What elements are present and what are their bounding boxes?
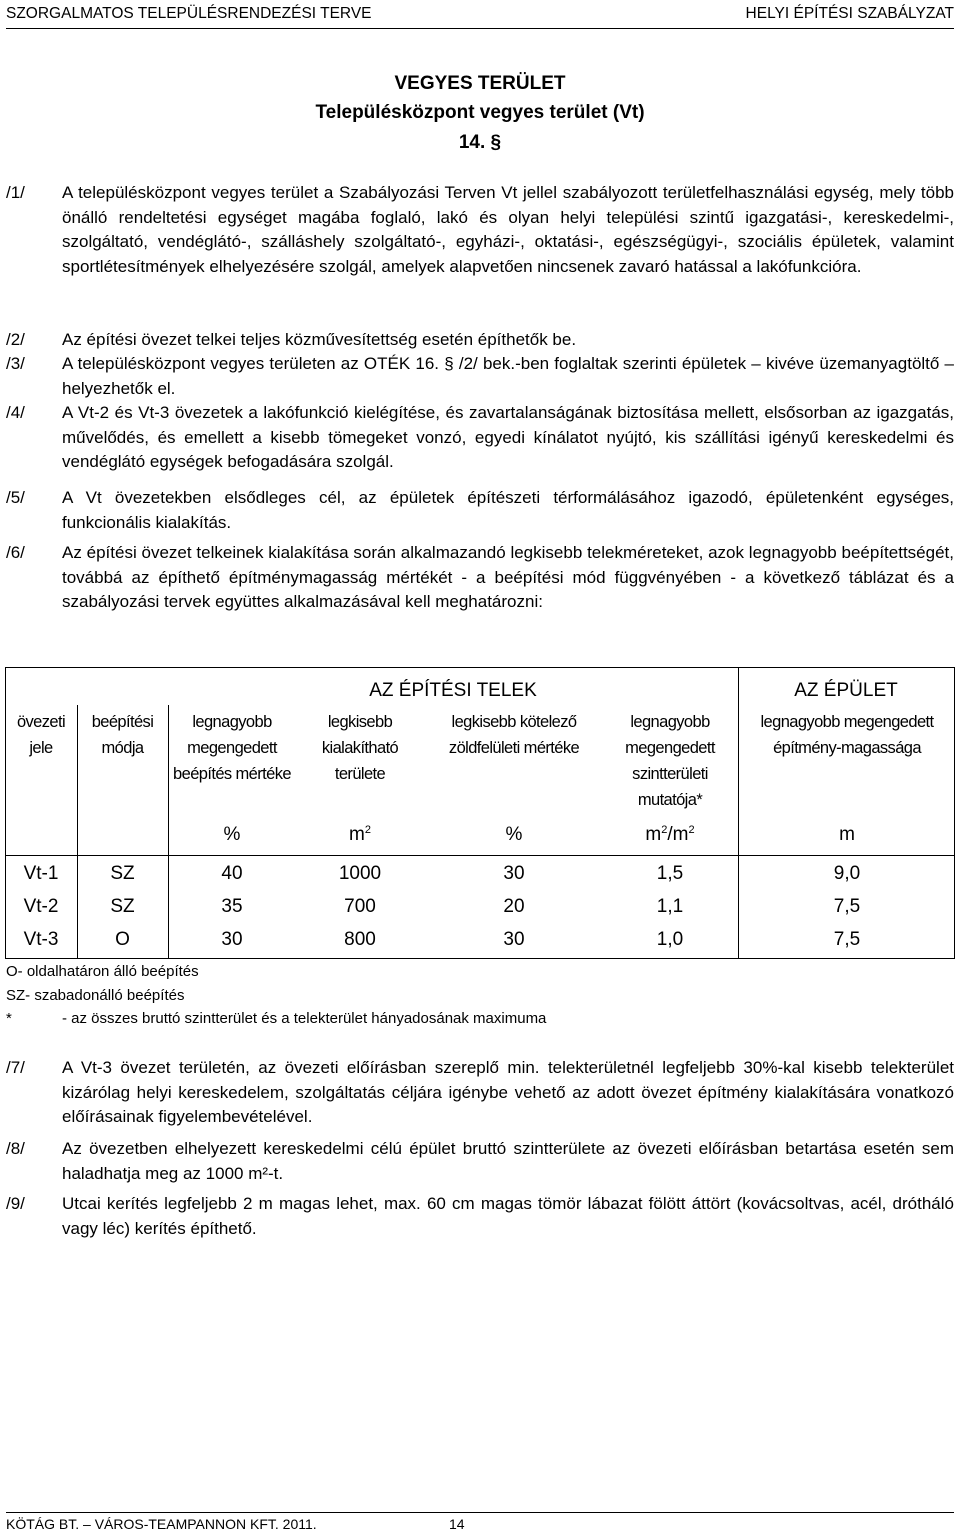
unit-square-meter [296,823,424,847]
cell-mode: O [115,929,130,950]
paragraph-number: /6/ [6,543,25,562]
cell-zone: Vt-2 [23,896,59,917]
paragraph-number: /7/ [6,1058,25,1077]
unit-meter: m [839,824,855,845]
paragraph-number: /2/ [6,330,25,349]
cell-green-area: 30 [503,929,525,950]
paragraph-text: A Vt-2 és Vt-3 övezetek a lakófunkció kielégítése, és zavartalanságának biztosítása mellett, elsősorban az igazgatás, művelődés, és emellett a kisebb tömegeket vonzó, egyedi kínálatot nyújtó, kis szállítási igényű kereskedelmi és vendéglátó egységek befogadására szolgál. [62,403,954,471]
note-star-text: - az összes bruttó szintterület és a telekterület hányadosának maximuma [62,1010,547,1027]
cell-green-area: 20 [503,896,525,917]
unit-percent: % [505,824,523,845]
note-sz: SZ- szabadonálló beépítés [6,987,185,1004]
paragraph-text: Az övezetben elhelyezett kereskedelmi célú épület bruttó szintterülete az övezeti előírásban betartása esetén sem haladhatja meg az 1000 m²-t. [62,1139,954,1183]
header-left: SZORGALMATOS TELEPÜLÉSRENDEZÉSI TERVE [6,5,372,22]
unit-sup: 2 [688,824,695,836]
header-right: HELYI ÉPÍTÉSI SZABÁLYZAT [745,5,954,22]
cell-coverage: 40 [221,863,243,884]
section-subtitle: Településközpont vegyes terület (Vt) [315,102,645,123]
note-star [6,1007,906,1031]
paragraph-number: /5/ [6,488,25,507]
col-header-height: legnagyobb megengedett építmény-magassága [760,713,934,757]
table-border-top [5,667,955,668]
page-number: 14 [449,1516,465,1532]
table-col-line [168,818,169,819]
cell-height: 7,5 [833,896,861,917]
paragraph-text: Az építési övezet telkei teljes közművesítettség esetén építhetők be. [62,330,577,349]
footer-rule [6,1512,954,1513]
unit-percent: % [223,824,241,845]
group-heading-epulet: AZ ÉPÜLET [794,680,898,701]
footer-left: KÖTÁG BT. – VÁROS-TEAMPANNON KFT. 2011. [6,1516,317,1532]
paragraph-text: A Vt övezetekben elsődleges cél, az épületek építészeti térformálásához igazodó, épületenként egységes, funkcionális kialakítás. [62,488,954,532]
paragraph-number: /1/ [6,183,25,202]
unit-text: m [349,824,365,845]
unit-ratio [602,823,738,847]
paragraph-text: A településközpont vegyes terület a Szabályozási Terven Vt jellel szabályozott területfelhasználási egység, mely több önálló rendeltetési egységet magába foglaló, lakó és olyan helyi települési szintű igazgatási-, kereskedelmi-, szolgáltató, vendéglátó-, szálláshely szolgáltató-, egyházi-, oktatási-, egészségügyi-, szociális épületek, valamint sportlétesítmények elhelyezésére szolgál, amelyek alapvetően nincsenek zavaró hatással a lakófunkcióra. [62,183,954,276]
cell-coverage: 35 [221,896,243,917]
col-header-floor-ratio: legnagyobb megengedett szintterületi mutatója* [625,713,715,809]
col-header-green-area: legkisebb kötelező zöldfelületi mértéke [448,713,580,757]
cell-min-area: 800 [344,929,376,950]
group-heading-telek: AZ ÉPÍTÉSI TELEK [369,680,537,701]
note-o: O- oldalhatáron álló beépítés [6,963,199,980]
section-title: VEGYES TERÜLET [394,73,566,94]
note-star-mark: * [6,1010,12,1027]
cell-min-area: 1000 [338,863,382,884]
paragraph-text: A Vt-3 övezet területén, az övezeti előírásban szereplő min. telekterületnél legfeljebb 30%-kal kisebb telekterület kizárólag helyi kereskedelem, szolgáltatás céljára igénybe vehető az adott övezet építmény kialakítására vonatkozó előírásainak figyelembevételével. [62,1058,954,1126]
header-rule [6,28,954,29]
unit-text: m [645,824,662,845]
cell-min-area: 700 [344,896,376,917]
paragraph-number: /3/ [6,354,25,373]
cell-floor-ratio: 1,1 [656,896,684,917]
cell-height: 7,5 [833,929,861,950]
unit-sup: 2 [364,824,371,836]
col-header-coverage: legnagyobb megengedett beépítés mértéke [173,713,291,783]
col-header-min-area: legkisebb kialakítható területe [321,713,399,783]
cell-mode: SZ [110,896,135,917]
paragraph-text: Az építési övezet telkeinek kialakítása során alkalmazandó legkisebb telekméreteket, azok legnagyobb beépítettségét, továbbá az építhető építménymagasság mértékét - a beépítési mód függvényében - a következő táblázat és a szabályozási tervek együttes alkalmazásával kell meghatározni: [62,543,954,611]
col-header-zone: övezeti jele [16,713,66,757]
zoning-table [5,667,955,959]
cell-floor-ratio: 1,5 [656,863,684,884]
paragraph-number: /9/ [6,1194,25,1213]
cell-zone: Vt-1 [23,863,59,884]
paragraph-number: /8/ [6,1139,25,1158]
table-row-line [5,855,955,856]
table-border-bottom [5,958,955,959]
unit-sup: 2 [661,824,668,836]
cell-mode: SZ [110,863,135,884]
cell-coverage: 30 [221,929,243,950]
paragraph-text: Utcai kerítés legfeljebb 2 m magas lehet, max. 60 cm magas tömör lábazat fölött áttört (kovácsoltvas, acél, drótháló vagy léc) kerítés építhető. [62,1194,954,1238]
paragraph-number: /4/ [6,403,25,422]
col-header-mode: beépítési módja [91,713,154,757]
section-number: 14. § [458,132,502,153]
cell-floor-ratio: 1,0 [656,929,684,950]
running-header [6,3,954,25]
paragraph-text: A településközpont vegyes területen az OTÉK 16. § /2/ bek.-ben foglaltak szerinti épületek – kivéve üzemanyagtöltő – helyezhetők el. [62,354,954,398]
cell-height: 9,0 [833,863,861,884]
cell-green-area: 30 [503,863,525,884]
unit-text: /m [667,824,689,845]
cell-zone: Vt-3 [23,929,59,950]
